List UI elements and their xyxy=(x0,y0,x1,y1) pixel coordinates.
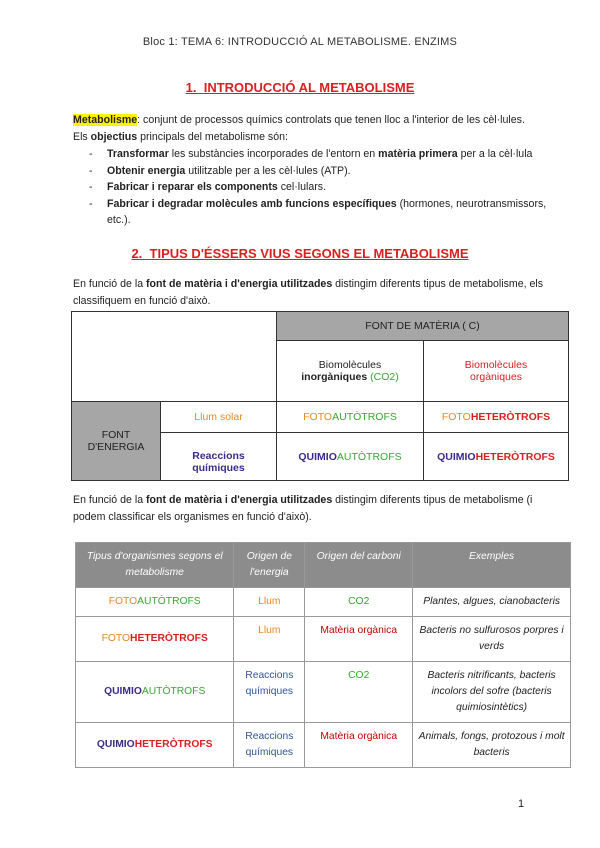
section1-number: 1. xyxy=(185,80,197,95)
document-header: Bloc 1: TEMA 6: INTRODUCCIÓ AL METABOLISME. ENZIMS xyxy=(142,36,458,48)
page-number: 1 xyxy=(518,798,525,810)
table-row: FOTOAUTÒTROFS Llum CO2 Plantes, algues, cianobacteris xyxy=(76,588,571,617)
section1-title-text: INTRODUCCIÓ AL METABOLISME xyxy=(203,80,415,95)
definition-term: Metabolisme xyxy=(73,114,138,126)
reaccions-cell: Reaccions químiques xyxy=(161,433,277,481)
section2-title-text: TIPUS D'ÉSSERS VIUS SEGONS EL METABOLISME xyxy=(149,246,469,261)
section2-number: 2. xyxy=(131,246,143,261)
intro-paragraph-2: En funció de la font de matèria i d'energia utilitzades distingim diferents tipus de metabolisme (i podem classificar els organismes en funció d'això). xyxy=(73,494,533,523)
list-item: - Transformar les substàncies incorporades de l'entorn en matèria primera per a la cèl·lula xyxy=(73,146,551,163)
list-item: - Fabricar i degradar molècules amb funcions específiques (hormones, neurotransmissors, etc.). xyxy=(73,196,551,229)
organisms-table xyxy=(75,542,571,768)
intro-paragraph-1: En funció de la font de matèria i d'energia utilitzades distingim diferents tipus de metabolisme, els classifiquem en funció d'això. xyxy=(73,278,544,307)
font-energia-header: FONT D'ENERGIA xyxy=(72,402,161,481)
fotoheterotrofs-cell: FOTOHETERÒTROFS xyxy=(424,402,569,433)
empty-cell xyxy=(72,312,277,402)
llum-solar-cell: Llum solar xyxy=(161,402,277,433)
font-materia-header: FONT DE MATÈRIA ( C) xyxy=(277,312,569,341)
fotoautotrofs-cell: FOTOAUTÒTROFS xyxy=(277,402,424,433)
table-row: FOTOHETERÒTROFS Llum Matèria orgànica Bacteris no sulfurosos porpres i verds xyxy=(76,617,571,662)
objectives-bold: objectius xyxy=(90,130,138,143)
definition-paragraph xyxy=(73,112,551,145)
metabolism-classification-table xyxy=(71,311,569,481)
section2-title xyxy=(0,246,600,261)
objectives-list xyxy=(73,146,551,229)
objectives-post: principals del metabolisme són: xyxy=(137,130,288,143)
table-row: QUIMIOHETERÒTROFS Reaccions químiques Matèria orgànica Animals, fongs, protozous i molt bacteris xyxy=(76,723,571,768)
quimioautotrofs-cell: QUIMIOAUTÒTROFS xyxy=(277,433,424,481)
col-header-energy: Origen de l'energia xyxy=(234,543,305,588)
definition-text: : conjunt de processos químics controlats que tenen lloc a l'interior de les cèl·lules. xyxy=(137,114,525,126)
col-header-carbon: Origen del carboni xyxy=(305,543,413,588)
col-header-examples: Exemples xyxy=(413,543,571,588)
list-item: - Fabricar i reparar els components cel·lulars. xyxy=(73,179,551,196)
organic-header: Biomolècules orgàniques xyxy=(424,341,569,402)
list-item: - Obtenir energia utilitzable per a les cèl·lules (ATP). xyxy=(73,163,551,180)
inorganic-header: Biomolècules inorgàniques (CO2) xyxy=(277,341,424,402)
col-header-type: Tipus d'organismes segons el metabolisme xyxy=(76,543,234,588)
objectives-pre: Els xyxy=(73,130,91,143)
table-row: QUIMIOAUTÒTROFS Reaccions químiques CO2 Bacteris nitrificants, bacteris incolors del sofre (bacteris quimiosintètics) xyxy=(76,662,571,723)
quimioheterotrofs-cell: QUIMIOHETERÒTROFS xyxy=(424,433,569,481)
section1-title xyxy=(0,80,600,95)
